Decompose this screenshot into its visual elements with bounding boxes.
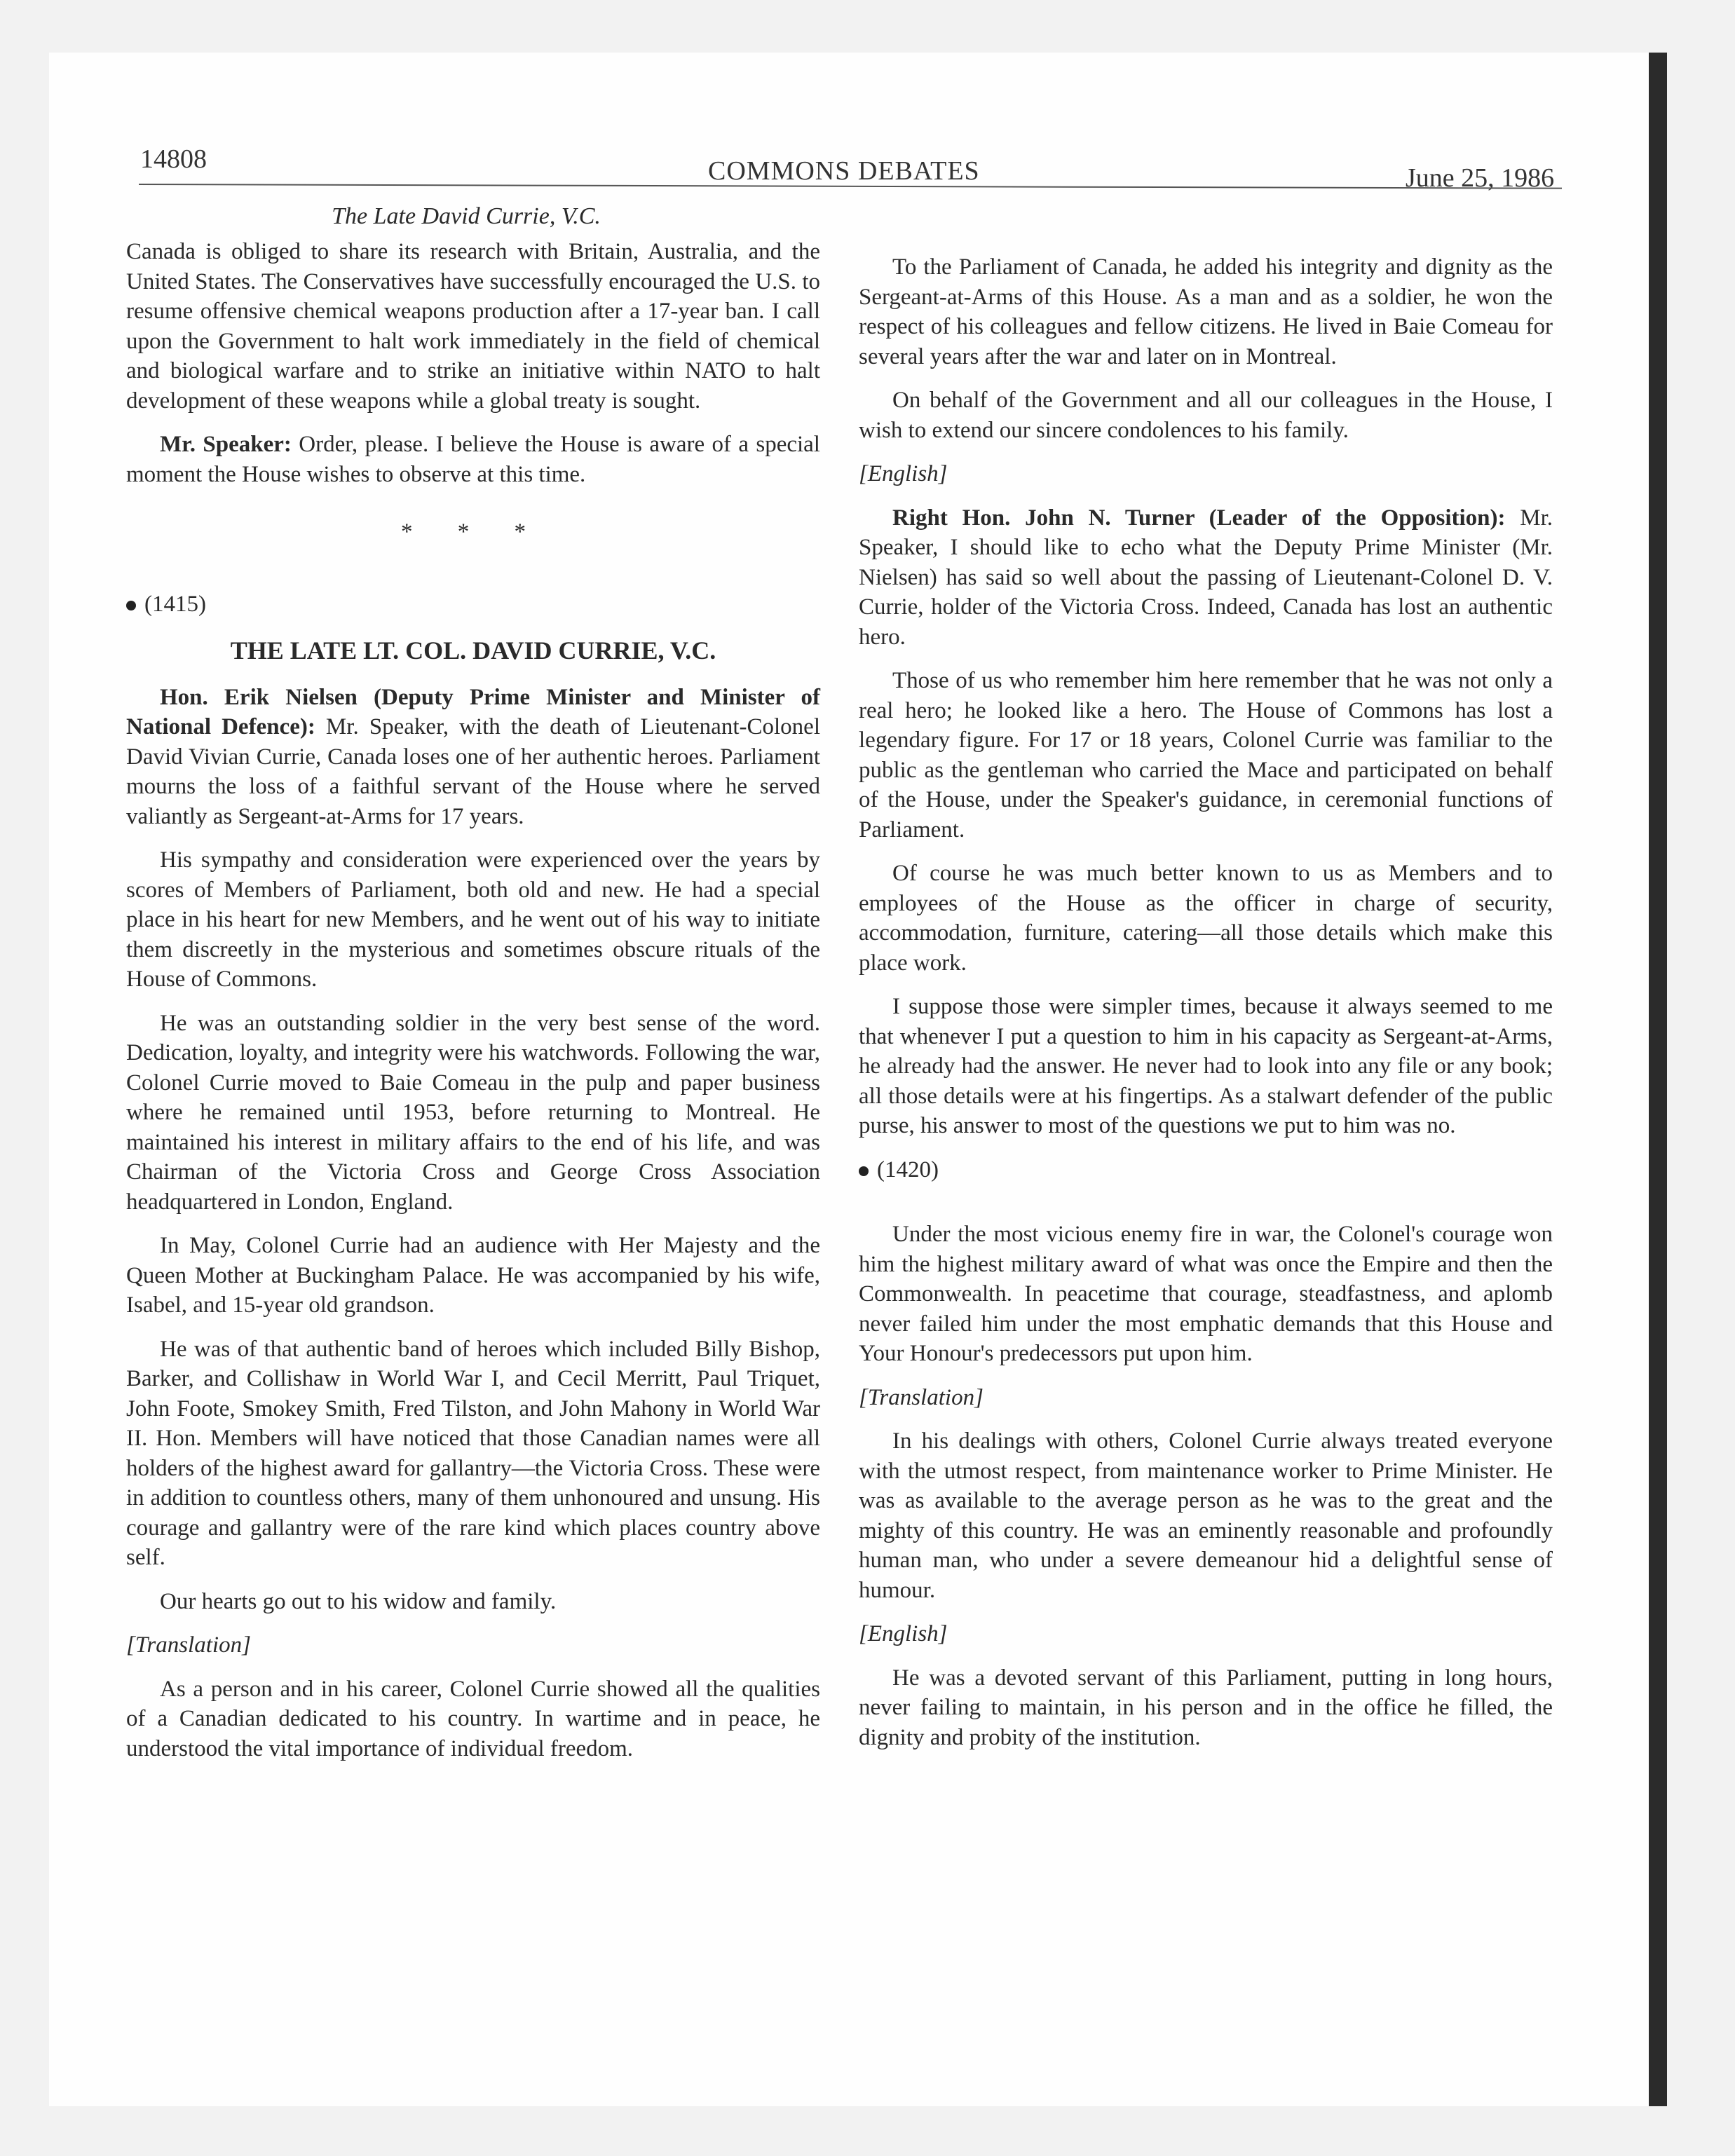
right-column (859, 252, 1553, 1766)
time-label: (1420) (877, 1157, 939, 1182)
paragraph: He was an outstanding soldier in the very best sense of the word. Dedication, loyalty, and integrity were his watchwords. Following the war, Colonel Currie moved to Baie Comeau in the pulp and paper business where he remained until 1953, before returning to Montreal. He maintained his interest in military affairs to the end of his life, and was Chairman of the Victoria Cross and George Cross Association headquartered in London, England. (126, 1010, 820, 1215)
language-marker: [Translation] (859, 1384, 984, 1410)
paragraph: Canada is obliged to share its research with Britain, Australia, and the United States. The Conservatives have successfully encouraged the U.S. to resume offensive chemical weapons production after a 17-year ban. I call upon the Government to halt work immediately in the field of chemical and biological warfare and to strike an initiative within NATO to halt development of these weapons while a global treaty is sought. (126, 239, 820, 414)
paragraph: On behalf of the Government and all our colleagues in the House, I wish to extend our sincere condolences to his family. (859, 388, 1553, 443)
speaker-paragraph (126, 430, 820, 489)
paragraph: Under the most vicious enemy fire in war, the Colonel's courage won him the highest military award of what was once the Empire and then the Commonwealth. In peacetime that courage, steadfastness, and aplomb never failed him under the most emphatic demands that this House and Your Honour's predecessors put upon him. (859, 1222, 1553, 1366)
speaker-name: Hon. Erik Nielsen (Deputy Prime Minister and Minister of National Defence): (126, 684, 820, 739)
language-marker: [Translation] (126, 1632, 251, 1658)
page-number: 14808 (140, 144, 207, 174)
paragraph: Those of us who remember him here remember that he was not only a real hero; he looked like a hero. The House of Commons has lost a legendary figure. For 17 or 18 years, Colonel Currie was familiar to the public as the gentleman who carried the Mace and participated on behalf of the House, under the Speaker's guidance, in ceremonial functions of Parliament. (859, 668, 1553, 842)
paragraph: Of course he was much better known to us as Members and to employees of the House as the officer in charge of security, accommodation, furniture, catering—all those details which make this place work. (859, 861, 1553, 976)
speaker-paragraph (126, 683, 820, 832)
scan-edge-bar (1649, 53, 1667, 2106)
paragraph: In May, Colonel Currie had an audience with Her Majesty and the Queen Mother at Buckingham Palace. He was accompanied by his wife, Isabel, and 15-year old grandson. (126, 1233, 820, 1318)
time-marker (859, 1155, 1553, 1185)
paragraph: In his dealings with others, Colonel Currie always treated everyone with the utmost respect, from maintenance worker to Prime Minister. He was as available to the average person as he was to the great and the mighty of this country. He was an eminently reasonable and profoundly human man, who under a severe demeanour hid a delightful sense of humour. (859, 1428, 1553, 1603)
running-title: COMMONS DEBATES (708, 156, 980, 186)
language-marker: [English] (859, 1621, 948, 1646)
speech-text: Mr. Speaker, I should like to echo what the Deputy Prime Minister (Mr. Nielsen) has said so well about the passing of Lieutenant-Colonel D. V. Currie, holder of the Victoria Cross. Indeed, Canada has lost an authentic hero. (859, 505, 1553, 650)
speech-text: Order, please. I believe the House is aware of a special moment the House wishes to observe at this time. (126, 432, 820, 487)
time-marker (126, 589, 820, 620)
bullet-icon (126, 601, 136, 610)
paragraph: He was a devoted servant of this Parliament, putting in long hours, never failing to maintain, in his person and in the office he filled, the dignity and probity of the institution. (859, 1665, 1553, 1750)
speaker-name: Mr. Speaker: (160, 432, 292, 457)
speaker-name: Right Hon. John N. Turner (Leader of the Opposition): (892, 505, 1506, 531)
paragraph: As a person and in his career, Colonel Currie showed all the qualities of a Canadian dedicated to his country. In wartime and in peace, he understood the vital importance of individual freedom. (126, 1676, 820, 1761)
left-column (126, 203, 820, 1778)
page-date: June 25, 1986 (1406, 163, 1555, 193)
section-running-title: The Late David Currie, V.C. (332, 203, 601, 229)
paragraph: Our hearts go out to his widow and family. (160, 1588, 557, 1614)
paragraph: He was of that authentic band of heroes which included Billy Bishop, Barker, and Collishaw in World War I, and Cecil Merritt, Paul Triquet, John Foote, Smokey Smith, Fred Tilston, and John Mahony in World War II. Hon. Members will have noticed that those Canadian names were all holders of the highest award for gallantry—the Victoria Cross. These were in addition to countless others, many of them unhonoured and unsung. His courage and gallantry were of the rare kind which places country above self. (126, 1336, 820, 1570)
language-marker: [English] (859, 461, 948, 486)
paragraph: I suppose those were simpler times, because it always seemed to me that whenever I put a question to him in his capacity as Sergeant-at-Arms, he already had the answer. He never had to look into any file or any book; all those details were at his fingertips. As a stalwart defender of the public purse, his answer to most of the questions we put to him was no. (859, 994, 1553, 1138)
paragraph: His sympathy and consideration were experienced over the years by scores of Members of Parliament, both old and new. He had a special place in his heart for new Members, and he went out of his way to initiate them discreetly in the mysterious and sometimes obscure rituals of the House of Commons. (126, 847, 820, 992)
bullet-icon (859, 1166, 869, 1176)
section-heading: THE LATE LT. COL. DAVID CURRIE, V.C. (230, 636, 716, 664)
time-label: (1415) (144, 591, 206, 617)
paragraph: To the Parliament of Canada, he added his integrity and dignity as the Sergeant-at-Arms of this House. As a man and as a soldier, he won the respect of his colleagues and fellow citizens. He lived in Baie Comeau for several years after the war and later on in Montreal. (859, 254, 1553, 369)
section-separator: * * * (401, 519, 545, 545)
speech-text: Mr. Speaker, with the death of Lieutenant-Colonel David Vivian Currie, Canada loses one of her authentic heroes. Parliament mourns the loss of a faithful servant of the House where he served valiantly as Sergeant-at-Arms for 17 years. (126, 714, 820, 829)
speaker-paragraph (859, 503, 1553, 653)
